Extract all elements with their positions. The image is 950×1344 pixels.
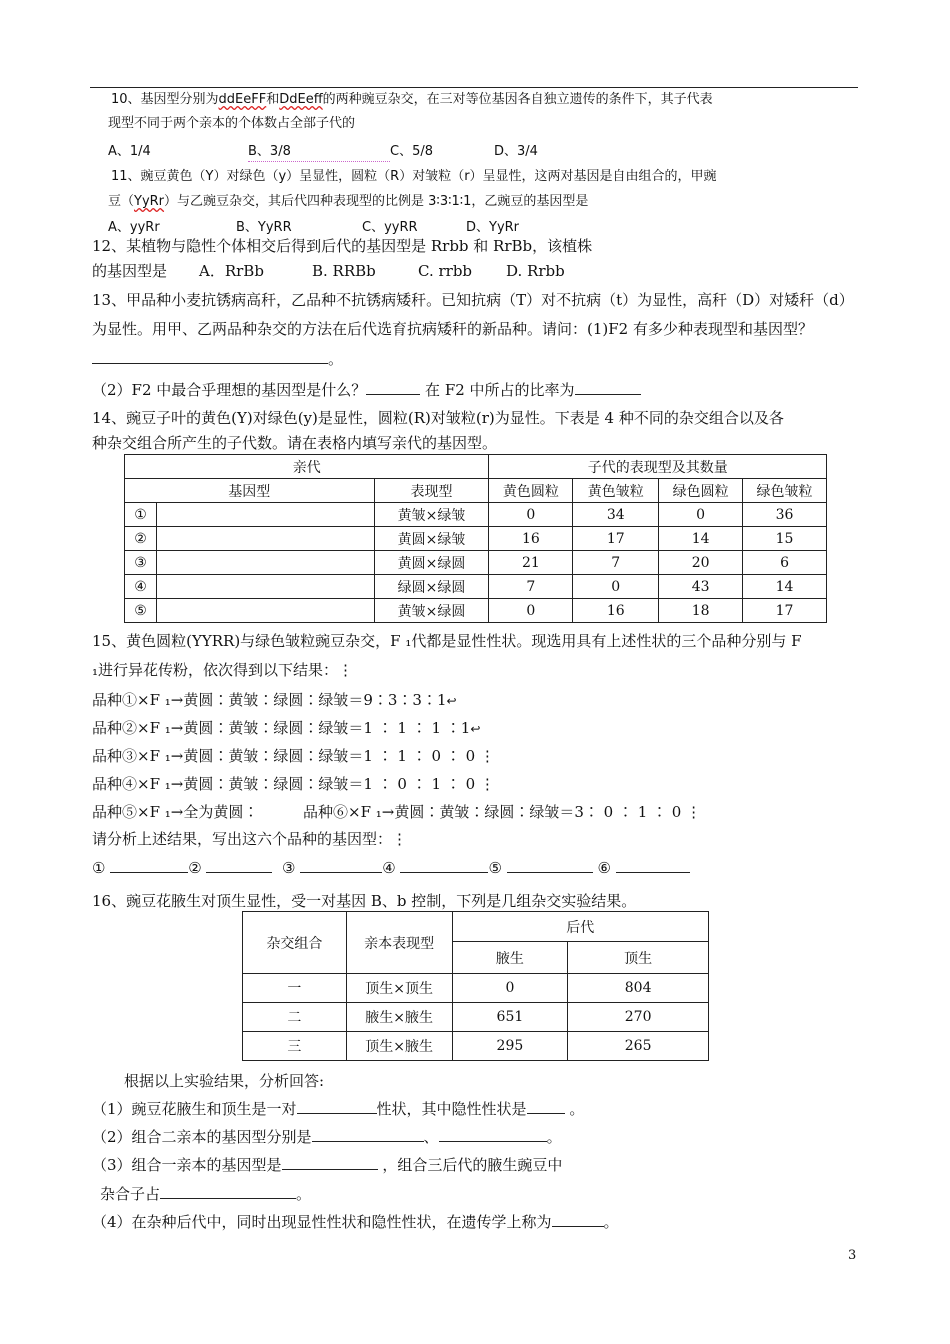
q14-col-yellow-round: 黄色圆粒 bbox=[489, 479, 573, 503]
q10-option-c: C、5/8 bbox=[390, 144, 433, 159]
row-value: 16 bbox=[573, 599, 659, 623]
q10-genotype-1: ddEeFF bbox=[218, 92, 267, 107]
q13-blank-2[interactable] bbox=[366, 380, 420, 395]
row-parents: 顶生×顶生 bbox=[346, 974, 452, 1003]
row-value: 34 bbox=[573, 503, 659, 527]
q15-ask: 请分析上述结果，写出这六个品种的基因型：⋮ bbox=[92, 830, 408, 848]
q16-sub-1-end: 。 bbox=[569, 1100, 585, 1118]
table-row bbox=[125, 551, 827, 575]
q16-sub-1-text-b: 性状，其中隐性性状是 bbox=[376, 1100, 527, 1118]
q11-option-b: B、YyRR bbox=[236, 220, 292, 235]
row-phenotype: 黄皱×绿圆 bbox=[374, 599, 489, 623]
row-phenotype: 绿圆×绿圆 bbox=[374, 575, 489, 599]
q13-text-b: 在 F2 中所占的比率为 bbox=[425, 381, 575, 399]
row-value: 14 bbox=[743, 575, 827, 599]
row-terminal: 270 bbox=[568, 1003, 709, 1032]
q14-col-yellow-wrinkled: 黄色皱粒 bbox=[573, 479, 659, 503]
row-value: 15 bbox=[743, 527, 827, 551]
row-phenotype: 黄圆×绿皱 bbox=[374, 527, 489, 551]
q13-blank-3[interactable] bbox=[575, 380, 641, 395]
q13-line1: 13、甲品种小麦抗锈病高秆，乙品种不抗锈病矮秆。已知抗病（T）对不抗病（t）为显性，高秆（D）对矮秆（d） bbox=[92, 291, 854, 309]
q16-line1: 16、豌豆花腋生对顶生显性，受一对基因 B、b 控制，下列是几组杂交实验结果。 bbox=[92, 892, 637, 910]
answer-blank[interactable] bbox=[110, 858, 188, 873]
row-value: 43 bbox=[659, 575, 743, 599]
q13-line3 bbox=[92, 380, 641, 400]
q16-sub-4-end: 。 bbox=[603, 1213, 619, 1231]
blank-label: ④ bbox=[382, 859, 396, 877]
answer-blank[interactable] bbox=[507, 858, 593, 873]
row-number: ③ bbox=[125, 551, 157, 575]
row-number: ② bbox=[125, 527, 157, 551]
row-value: 0 bbox=[573, 575, 659, 599]
blank-label: ① bbox=[92, 859, 106, 877]
row-value: 6 bbox=[743, 551, 827, 575]
q12-option-c: C. rrbb bbox=[418, 262, 473, 280]
q15-result-5: 品种⑤×F ₁→全为黄圆∶ bbox=[92, 803, 259, 821]
row-value: 0 bbox=[489, 503, 573, 527]
q16-sub-3-cont bbox=[100, 1184, 311, 1204]
q13-line2: 为显性。用甲、乙两品种杂交的方法在后代选育抗病矮秆的新品种。请问：(1)F2 有多少种表现型和基因型？ bbox=[92, 320, 813, 338]
q15-line1: 15、黄色圆粒(YYRR)与绿色皱粒豌豆杂交，F ₁代都是显性性状。现选用具有上述性状的三个品种分别与 F bbox=[92, 632, 802, 650]
q10-genotype-2: DdEeff bbox=[279, 92, 323, 107]
genotype-answer-cell[interactable] bbox=[156, 551, 374, 575]
q16-sub-2-text-a: （2）组合二亲本的基因型分别是 bbox=[92, 1128, 312, 1146]
q16-sub-2 bbox=[92, 1127, 562, 1147]
q11-option-c: C、yyRR bbox=[362, 220, 418, 235]
table-row bbox=[243, 1032, 709, 1061]
q15-result-2-text: 品种②×F ₁→黄圆∶黄皱∶绿圆∶绿皱＝1 ∶ 1 ∶ 1 ∶1 bbox=[92, 719, 471, 737]
row-axillary: 651 bbox=[452, 1003, 568, 1032]
row-value: 0 bbox=[489, 599, 573, 623]
q14-header-parent: 亲代 bbox=[125, 455, 489, 479]
table-row bbox=[125, 599, 827, 623]
row-value: 36 bbox=[743, 503, 827, 527]
q10-text-b: 的两种豌豆杂交，在三对等位基因各自独立遗传的条件下，其子代表 bbox=[322, 92, 713, 107]
blank-label: ② bbox=[188, 859, 202, 877]
q16-table bbox=[242, 911, 709, 1061]
edit-mark-icon: ↩ bbox=[470, 722, 481, 736]
row-value: 18 bbox=[659, 599, 743, 623]
q14-table bbox=[124, 454, 827, 623]
q16-blank-5[interactable] bbox=[282, 1155, 378, 1170]
q16-blank-7[interactable] bbox=[552, 1212, 604, 1227]
q16-header-axillary: 腋生 bbox=[452, 942, 568, 974]
row-value: 17 bbox=[573, 527, 659, 551]
row-phenotype: 黄皱×绿皱 bbox=[374, 503, 489, 527]
q16-header-terminal: 顶生 bbox=[568, 942, 709, 974]
q15-result-4: 品种④×F ₁→黄圆∶黄皱∶绿圆∶绿皱＝1 ∶ 0 ∶ 1 ∶ 0 ⋮ bbox=[92, 775, 495, 793]
q10-line1 bbox=[111, 91, 713, 109]
q15-result-3: 品种③×F ₁→黄圆∶黄皱∶绿圆∶绿皱＝1 ∶ 1 ∶ 0 ∶ 0 ⋮ bbox=[92, 747, 495, 765]
q14-col-green-round: 绿色圆粒 bbox=[659, 479, 743, 503]
table-row bbox=[243, 1003, 709, 1032]
q16-sub-4 bbox=[92, 1212, 619, 1232]
q14-header-offspring: 子代的表现型及其数量 bbox=[489, 455, 827, 479]
q16-header-parent: 亲本表现型 bbox=[346, 912, 452, 974]
genotype-answer-cell[interactable] bbox=[156, 503, 374, 527]
q14-header-genotype: 基因型 bbox=[125, 479, 375, 503]
q16-sub-3-text-c: 杂合子占 bbox=[100, 1185, 161, 1203]
row-value: 21 bbox=[489, 551, 573, 575]
q16-sub-1 bbox=[92, 1099, 584, 1119]
row-group: 一 bbox=[243, 974, 347, 1003]
row-terminal: 265 bbox=[568, 1032, 709, 1061]
q16-header-group: 杂交组合 bbox=[243, 912, 347, 974]
q15-line2: ₁进行异花传粉，依次得到以下结果：⋮ bbox=[92, 661, 354, 679]
q14-line2: 种杂交组合所产生的子代数。请在表格内填写亲代的基因型。 bbox=[92, 434, 498, 452]
row-value: 7 bbox=[489, 575, 573, 599]
blank-label: ③ bbox=[282, 859, 296, 877]
row-parents: 顶生×腋生 bbox=[346, 1032, 452, 1061]
q11-line1: 11、豌豆黄色（Y）对绿色（y）呈显性，圆粒（R）对皱粒（r）呈显性，这两对基因是自由组合的，甲豌 bbox=[111, 169, 717, 184]
q10-option-d: D、3/4 bbox=[494, 144, 538, 159]
genotype-answer-cell[interactable] bbox=[156, 527, 374, 551]
page-number: 3 bbox=[848, 1248, 857, 1263]
q16-sub-4-text: （4）在杂种后代中，同时出现显性性状和隐性性状，在遗传学上称为 bbox=[92, 1213, 552, 1231]
q15-result-2 bbox=[92, 718, 480, 739]
q16-sub-3-text-a: （3）组合一亲本的基因型是 bbox=[92, 1156, 282, 1174]
row-value: 17 bbox=[743, 599, 827, 623]
row-phenotype: 黄圆×绿圆 bbox=[374, 551, 489, 575]
q12-option-d: D. Rrbb bbox=[506, 262, 565, 280]
q16-blank-3[interactable] bbox=[312, 1127, 424, 1142]
q13-answer-1 bbox=[92, 349, 343, 369]
q11-line2 bbox=[108, 193, 588, 211]
q11-text-b: ）与乙豌豆杂交，其后代四种表现型的比例是 3∶3∶1∶1，乙豌豆的基因型是 bbox=[164, 194, 589, 209]
q15-result-1-text: 品种①×F ₁→黄圆∶黄皱∶绿圆∶绿皱＝9∶3∶3∶1 bbox=[92, 691, 447, 709]
q16-blank-1[interactable] bbox=[297, 1099, 377, 1114]
row-group: 二 bbox=[243, 1003, 347, 1032]
q11-genotype: YyRr bbox=[134, 194, 165, 209]
row-value: 0 bbox=[659, 503, 743, 527]
row-axillary: 295 bbox=[452, 1032, 568, 1061]
q16-blank-4[interactable] bbox=[439, 1127, 547, 1142]
q16-sub-2-sep: 、 bbox=[423, 1128, 439, 1146]
answer-blank[interactable] bbox=[206, 858, 272, 873]
q11-option-d: D、YyRr bbox=[466, 220, 520, 235]
q16-sub-3-text-b: ，组合三后代的腋生豌豆中 bbox=[382, 1156, 563, 1174]
table-row bbox=[125, 527, 827, 551]
q13-period: 。 bbox=[328, 350, 344, 368]
row-value: 20 bbox=[659, 551, 743, 575]
q10-and: 和 bbox=[266, 92, 280, 107]
q14-col-green-wrinkled: 绿色皱粒 bbox=[743, 479, 827, 503]
genotype-answer-cell[interactable] bbox=[156, 599, 374, 623]
row-terminal: 804 bbox=[568, 974, 709, 1003]
row-parents: 腋生×腋生 bbox=[346, 1003, 452, 1032]
q16-blank-6[interactable] bbox=[160, 1184, 296, 1199]
q13-blank-1[interactable] bbox=[92, 349, 328, 364]
q16-sub-3 bbox=[92, 1155, 562, 1175]
q11-option-a: A、yyRr bbox=[108, 220, 160, 235]
genotype-answer-cell[interactable] bbox=[156, 575, 374, 599]
row-number: ① bbox=[125, 503, 157, 527]
q10-option-a: A、1/4 bbox=[108, 144, 151, 159]
q12-line1: 12、某植物与隐性个体相交后得到后代的基因型是 Rrbb 和 RrBb，该植株 bbox=[92, 237, 593, 255]
q16-blank-2[interactable] bbox=[527, 1099, 565, 1114]
table-row bbox=[243, 974, 709, 1003]
edit-mark-icon: ↩ bbox=[446, 694, 457, 708]
q16-header-offspring: 后代 bbox=[452, 912, 708, 942]
q10-text-a: 10、基因型分别为 bbox=[111, 92, 219, 107]
q16-sub-3-end: 。 bbox=[296, 1185, 312, 1203]
row-value: 14 bbox=[659, 527, 743, 551]
q12-option-a: A．RrBb bbox=[199, 262, 264, 280]
q15-answers bbox=[92, 858, 690, 878]
header-rule bbox=[90, 87, 858, 88]
row-axillary: 0 bbox=[452, 974, 568, 1003]
q15-result-1 bbox=[92, 690, 457, 711]
q11-text-a: 豆（ bbox=[108, 194, 135, 209]
row-value: 16 bbox=[489, 527, 573, 551]
q10-option-b: B、3/8 bbox=[248, 143, 390, 162]
q16-sub-1-text-a: （1）豌豆花腋生和顶生是一对 bbox=[92, 1100, 297, 1118]
q12-line2: 的基因型是 bbox=[92, 262, 168, 280]
q12-option-b: B. RRBb bbox=[312, 262, 376, 280]
q13-text-a: （2）F2 中最合乎理想的基因型是什么？ bbox=[92, 381, 367, 399]
table-row bbox=[125, 503, 827, 527]
q16-intro: 根据以上实验结果，分析回答: bbox=[124, 1072, 325, 1090]
row-group: 三 bbox=[243, 1032, 347, 1061]
answer-blank[interactable] bbox=[300, 858, 382, 873]
answer-blank[interactable] bbox=[400, 858, 488, 873]
blank-label: ⑤ bbox=[488, 859, 502, 877]
row-value: 7 bbox=[573, 551, 659, 575]
q16-sub-2-end: 。 bbox=[546, 1128, 562, 1146]
answer-blank[interactable] bbox=[616, 858, 690, 873]
row-number: ④ bbox=[125, 575, 157, 599]
row-number: ⑤ bbox=[125, 599, 157, 623]
q14-header-phenotype: 表现型 bbox=[374, 479, 489, 503]
q15-result-6: 品种⑥×F ₁→黄圆∶黄皱∶绿圆∶绿皱＝3∶ 0 ∶ 1 ∶ 0 ⋮ bbox=[303, 803, 702, 821]
q10-line2: 现型不同于两个亲本的个体数占全部子代的 bbox=[108, 116, 356, 131]
q14-line1: 14、豌豆子叶的黄色(Y)对绿色(y)是显性，圆粒(R)对皱粒(r)为显性。下表是 4 种不同的杂交组合以及各 bbox=[92, 409, 784, 427]
blank-label: ⑥ bbox=[597, 859, 611, 877]
table-row bbox=[125, 575, 827, 599]
